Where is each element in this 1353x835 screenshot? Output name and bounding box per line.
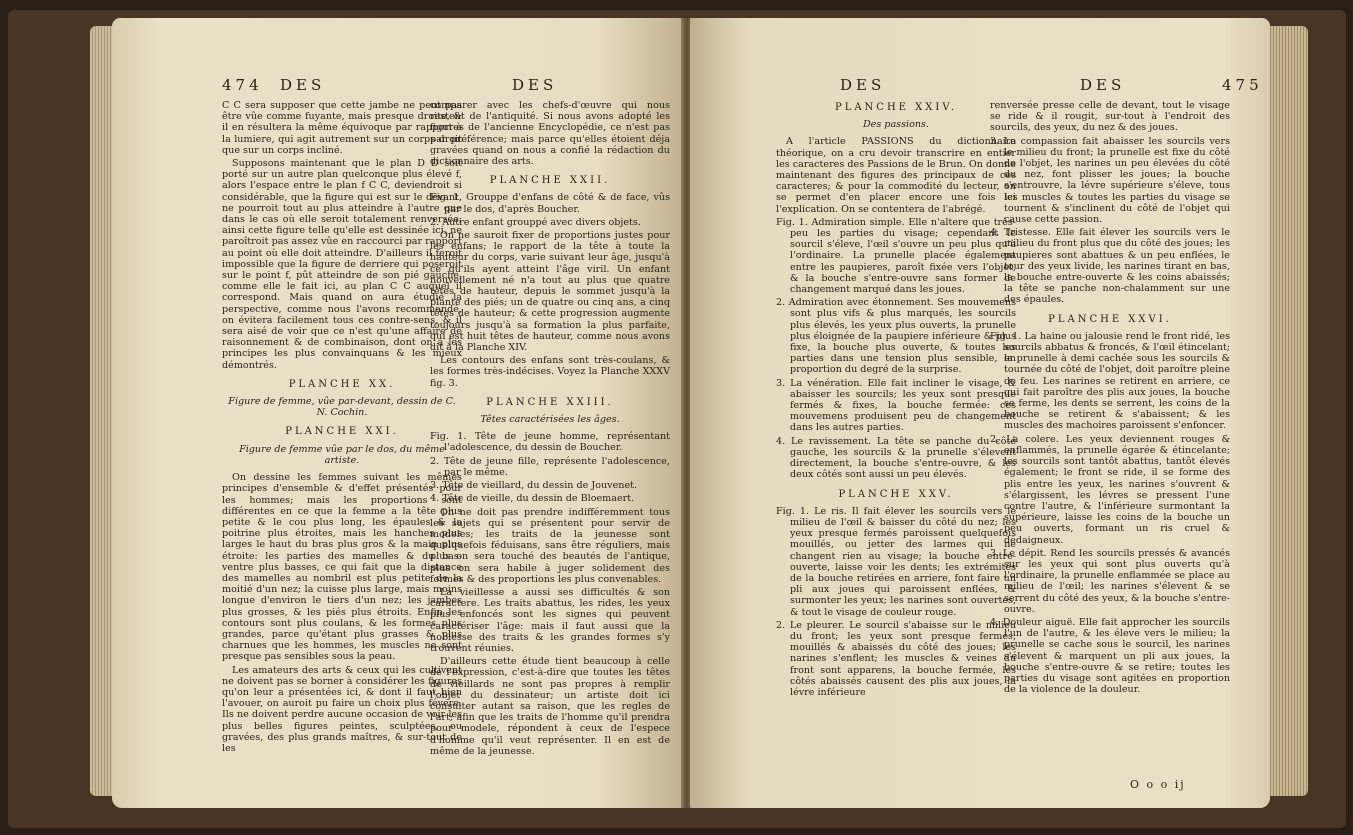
plate-heading: PLANCHE XXI.	[285, 426, 399, 438]
paragraph: renversée presse celle de devant, tout le visage se ride & il rougit, sur-tout à l'endroit des sourcils, des yeux, du nez & des joues.	[990, 100, 1230, 134]
left-page	[112, 18, 684, 808]
right-page-number: 475	[1222, 76, 1263, 94]
paragraph: On ne doit pas prendre indifféremment tous les sujets qui se présentent pour servir de modeles; les traits de la jeunesse sont quelquefois féduisans, sans être réguliers, mais plus on sera touché des beautés de l'antique, plus on sera habile à juger solidement des formes & des proportions les plus convenables.	[430, 506, 670, 585]
paragraph: On dessine les femmes suivant les mêmes principes d'ensemble & d'effet présentés pour les hommes; mais les proportions sont différentes en ce que la femme a la tête plus petite & le cou plus long, les épaules & la poitrine plus étroites, mais les hanches plus larges le haut du bras plus gros & la main plus étroite: les parties des mamelles & du bas-ventre plus basses, ce qui fait que la distance des mamelles au nombril est plus petite de la moitié d'un nez; la cuisse plus large, mais moins longue d'environ le tiers d'un nez; les jambes plus grosses, & les piés plus étroits. Enfin les contours sont plus coulans, & les formes plus grandes, parce qu'étant plus grasses & plus charnues que les hommes, les muscles ne sont presque pas sensibles sous la peau.	[222, 472, 462, 663]
paragraph: Les amateurs des arts & ceux qui les cultivent ne doivent pas se borner à considérer les figures qu'on leur a présentées ici, & dont il faut bien l'avouer, on auroit pu faire un choix plus févere. Ils ne doivent perdre aucune occasion de voir les plus belles figures peintes, sculptées, ou gravées, des plus grands maîtres, & sur-tout de les	[222, 664, 462, 754]
right-page	[690, 18, 1270, 808]
figure-entry: 2. La colere. Les yeux deviennent rouges & enflammés, la prunelle égarée & étincelante; les sourcils sont tantôt abattus, tantôt élevés également; le front se ride, il se forme des plis entre les yeux, les narines s'ouvrent & s'élargissent, les lévres se pressent l'une contre l'autre, & l'inférieure surmontant la supérieure, laisse les coins de la bouche un peu ouverts, formant un ris cruel & dédaigneux.	[990, 433, 1230, 546]
right-head-col2: DES	[1080, 76, 1126, 94]
plate-heading: PLANCHE XXVI.	[1048, 313, 1172, 325]
plate-caption: Figure de femme, vûe par-devant, dessin de C. N. Cochin.	[228, 396, 456, 419]
figure-entry: 4. Tristesse. Elle fait élever les sourcils vers le milieu du front plus que du côté des joues; les paupieres sont abattues & un peu enflées, le tour des yeux livide, les narines tirant en bas, la bouche entre-ouverte & les coins abaissés; la tête se panche non-chalamment sur une des épaules.	[990, 227, 1230, 306]
figure-entry: 4. Douleur aiguë. Elle fait approcher les sourcils l'un de l'autre, & les éleve vers le milieu; la prunelle se cache sous le sourcil, les narines s'élevent & marquent un pli aux joues, la bouche s'entre-ouvre & se retire; toutes les parties du visage sont agitées en proportion de la violence de la douleur.	[990, 616, 1230, 696]
left-page-number: 474	[222, 76, 263, 94]
left-column-1	[222, 100, 462, 756]
plate-heading: PLANCHE XXII.	[489, 175, 611, 187]
plate-heading: PLANCHE XX.	[288, 378, 396, 390]
right-column-2	[990, 100, 1230, 697]
plate-heading: PLANCHE XXIV.	[834, 102, 958, 113]
left-column-2	[430, 100, 670, 759]
plate-heading: PLANCHE XXIII.	[486, 396, 614, 408]
right-column-1	[776, 100, 1016, 700]
right-head-col1: DES	[840, 76, 886, 94]
plate-caption: Figure de femme vûe par le dos, du même artiste.	[239, 443, 445, 466]
paragraph: C C sera supposer que cette jambe ne peut pas être vûe comme fuyante, mais presque droite, & il en résultera la même équivoque par rapport à la lumiere, qui agit autrement sur un corps droit que sur un corps incliné.	[222, 100, 462, 156]
figure-entry: 2. Admiration avec étonnement. Ses mouvemens sont plus vifs & plus marqués, les sourcils plus élevés, les yeux plus ouverts, la prunelle plus éloignée de la paupiere inférieure & plus fixe, la bouche plus ouverte, & toutes les parties dans une tension plus sensible, en proportion du degré de la surprise.	[776, 297, 1016, 376]
paragraph: Supposons maintenant que le plan D D soit porté sur un autre plan quelconque plus élevé f, alors l'espace entre le plan f C C, deviendroit si considérable, que la figure qui est sur le devant, ne pourroit tout au plus atteindre à l'autre que dans le cas où elle seroit totalement renversée; ainsi cette figure telle qu'elle est dessinée ici, ne paroîtroit pas assez vûe en raccourci par rapport au point où elle doit atteindre. D'ailleurs il feroit impossible que la figure de derriere qui poseroit sur le point f, pût atteindre de son pié gauche, comme elle le fait ici, au plan C C auquel il correspond. Mais quand on aura étudié la perspective, comme nous l'avons recommandé, on évitera facilement tous ces contre-sens, & il sera aisé de voir que ce n'est qu'une affaire de raisonnement & de combinaison, dont on a les principes les plus convainquans & les mieux démontrés.	[222, 158, 462, 371]
figure-entry: Fig. 1. La haine ou jalousie rend le front ridé, les sourcils abbatus & froncés, & l'œil étincelant; la prunelle à demi cachée sous les sourcils & tournée du côté de l'objet, doit paroître pleine de feu. Les narines se retirent en arriere, ce qui fait paroître des plis aux joues, la bouche se ferme, les dents se serrent, les coins de la bouche se retirent & s'abaissent; & les muscles des machoires paroissent s'enfoncer.	[990, 330, 1230, 432]
right-running-head	[690, 76, 1270, 98]
paragraph: A l'article PASSIONS du dictionnaire théorique, on a cru devoir transcrire en entier les caracteres des Passions de le Brun. On donne maintenant des figures des principaux de ces caracteres; & pour la commodité du lecteur, on se permet d'en placer encore une fois ici l'explication. On se contentera de l'abrégé.	[776, 136, 1016, 215]
figure-entry: Fig. 1. Grouppe d'enfans de côté & de face, vûs par le dos, d'après Boucher.	[430, 192, 670, 215]
figure-entry: Fig. 1. Le ris. Il fait élever les sourcils vers le milieu de l'œil & baisser du côté du nez; les yeux presque fermés paroissent quelquefois mouillés, ou jetter des larmes qui ne changent rien au visage; la bouche entre-ouverte, laisse voir les dents; les extrémités de la bouche retirées en arriere, font faire un pli aux joues qui paroissent enflées, & surmonter les yeux; les narines sont ouvertes, & tout le visage de couleur rouge.	[776, 505, 1016, 618]
paragraph: La vieillesse a aussi ses difficultés & son caractere. Les traits abattus, les rides, les yeux plus enfoncés sont les signes qui peuvent caractériser l'âge: mais il faut aussi que la noblesse des traits & les grandes formes s'y trouvent réunies.	[430, 586, 670, 654]
right-page-edges	[1268, 26, 1308, 796]
plate-subtitle: Têtes caractérisées les âges.	[480, 414, 620, 426]
figure-entry: 2. Le pleurer. Le sourcil s'abaisse sur le milieu du front; les yeux sont presque fermés, mouillés & abaissés du côté des joues; les narines s'enflent; les muscles & veines du front sont apparens, la bouche fermée, les côtés abaissés causent des plis aux joues, la lévre inférieure	[776, 619, 1016, 698]
figure-entry: 3. La compassion fait abaisser les sourcils vers le milieu du front; la prunelle est fixe du côté de l'objet, les narines un peu élevées du côté du nez, font plisser les joues; la bouche s'entrouvre, la lévre supérieure s'éleve, tous les muscles & toutes les parties du visage se tournent & s'inclinent du côté de l'objet qui cause cette passion.	[990, 135, 1230, 226]
figure-entry: 3. La vénération. Elle fait incliner le visage, & abaisser les sourcils; les yeux sont presque fermés & fixes, la bouche fermée: ces mouvemens produisent peu de changement dans les autres parties.	[776, 377, 1016, 434]
plate-heading: PLANCHE XXV.	[838, 488, 954, 500]
figure-entry: 4. Tête de vieille, du dessin de Bloemaert.	[430, 493, 635, 505]
left-running-head	[112, 76, 684, 98]
left-head-col2: DES	[512, 76, 558, 94]
figure-entry: 3. Tête de vieillard, du dessin de Jouvenet.	[430, 480, 638, 492]
figure-entry: Fig. 1. Admiration simple. Elle n'altere que très-peu les parties du visage; cependant le sourcil s'éleve, l'œil s'ouvre un peu plus qu'à l'ordinaire. La prunelle placée également entre les paupieres, paroît fixée vers l'objet, & la bouche s'entre-ouvre sans former de changement marqué dans les joues.	[776, 216, 1016, 296]
figure-entry: 4. Le ravissement. La tête se panche du côté gauche, les sourcils & la prunelle s'élevent directement, la bouche s'entre-ouvre, & les deux côtés sont aussi un peu élevés.	[776, 435, 1016, 481]
figure-entry: 2. Autre enfant grouppé avec divers objets.	[430, 216, 641, 228]
paragraph: Les contours des enfans sont très-coulans, & les formes très-indécises. Voyez la Planche XXXV fig. 3.	[430, 355, 670, 389]
paragraph: On ne sauroit fixer de proportions justes pour les enfans; le rapport de la tête à toute la hauteur du corps, varie suivant leur âge, jusqu'à ce qu'ils ayent atteint l'âge viril. Un enfant nouvellement né n'a tout au plus que quatre têtes de hauteur, depuis le sommet jusqu'à la plante des piés; un de quatre ou cinq ans, a cinq têtes de hauteur; & cette progression augmente toujours jusqu'à sa formation la plus parfaite, qui est huit têtes de hauteur, comme nous avons dit à la Planche XIV.	[430, 230, 670, 354]
left-head-col1: DES	[280, 76, 326, 94]
figure-entry: 3. Le dépit. Rend les sourcils pressés & avancés sur les yeux qui sont plus ouverts qu'à l'ordinaire, la prunelle enflammée se place au milieu de l'œil; les narines s'élevent & se serrent du côté des yeux, & la bouche s'entre-ouvre.	[990, 547, 1230, 615]
figure-entry: 2. Tête de jeune fille, représente l'adolescence, par le même.	[430, 455, 670, 478]
section-subtitle: Des passions.	[862, 119, 930, 131]
signature-mark: O o o ij	[1130, 778, 1186, 791]
figure-entry: Fig. 1. Tête de jeune homme, représentant l'adolescence, du dessin de Boucher.	[430, 431, 670, 454]
paragraph: D'ailleurs cette étude tient beaucoup à celle de l'expression, c'est-à-dire que toutes les têtes de vieillards ne sont pas propres à remplir l'objet du dessinateur; un artiste doit ici consulter autant sa raison, que les regles de l'art; afin que les traits de l'homme qu'il prendra pour modele, répondent à ceux de l'espece d'homme qu'il veut représenter. Il en est de même de la jeunesse.	[430, 656, 670, 757]
paragraph: comparer avec les chefs-d'œuvre qui nous restent de l'antiquité. Si nous avons adopté les figures de l'ancienne Encyclopédie, ce n'est pas par préférence; mais parce qu'elles étoient déja gravées quand on nous a confié la rédaction du dictionnaire des arts.	[430, 100, 670, 168]
